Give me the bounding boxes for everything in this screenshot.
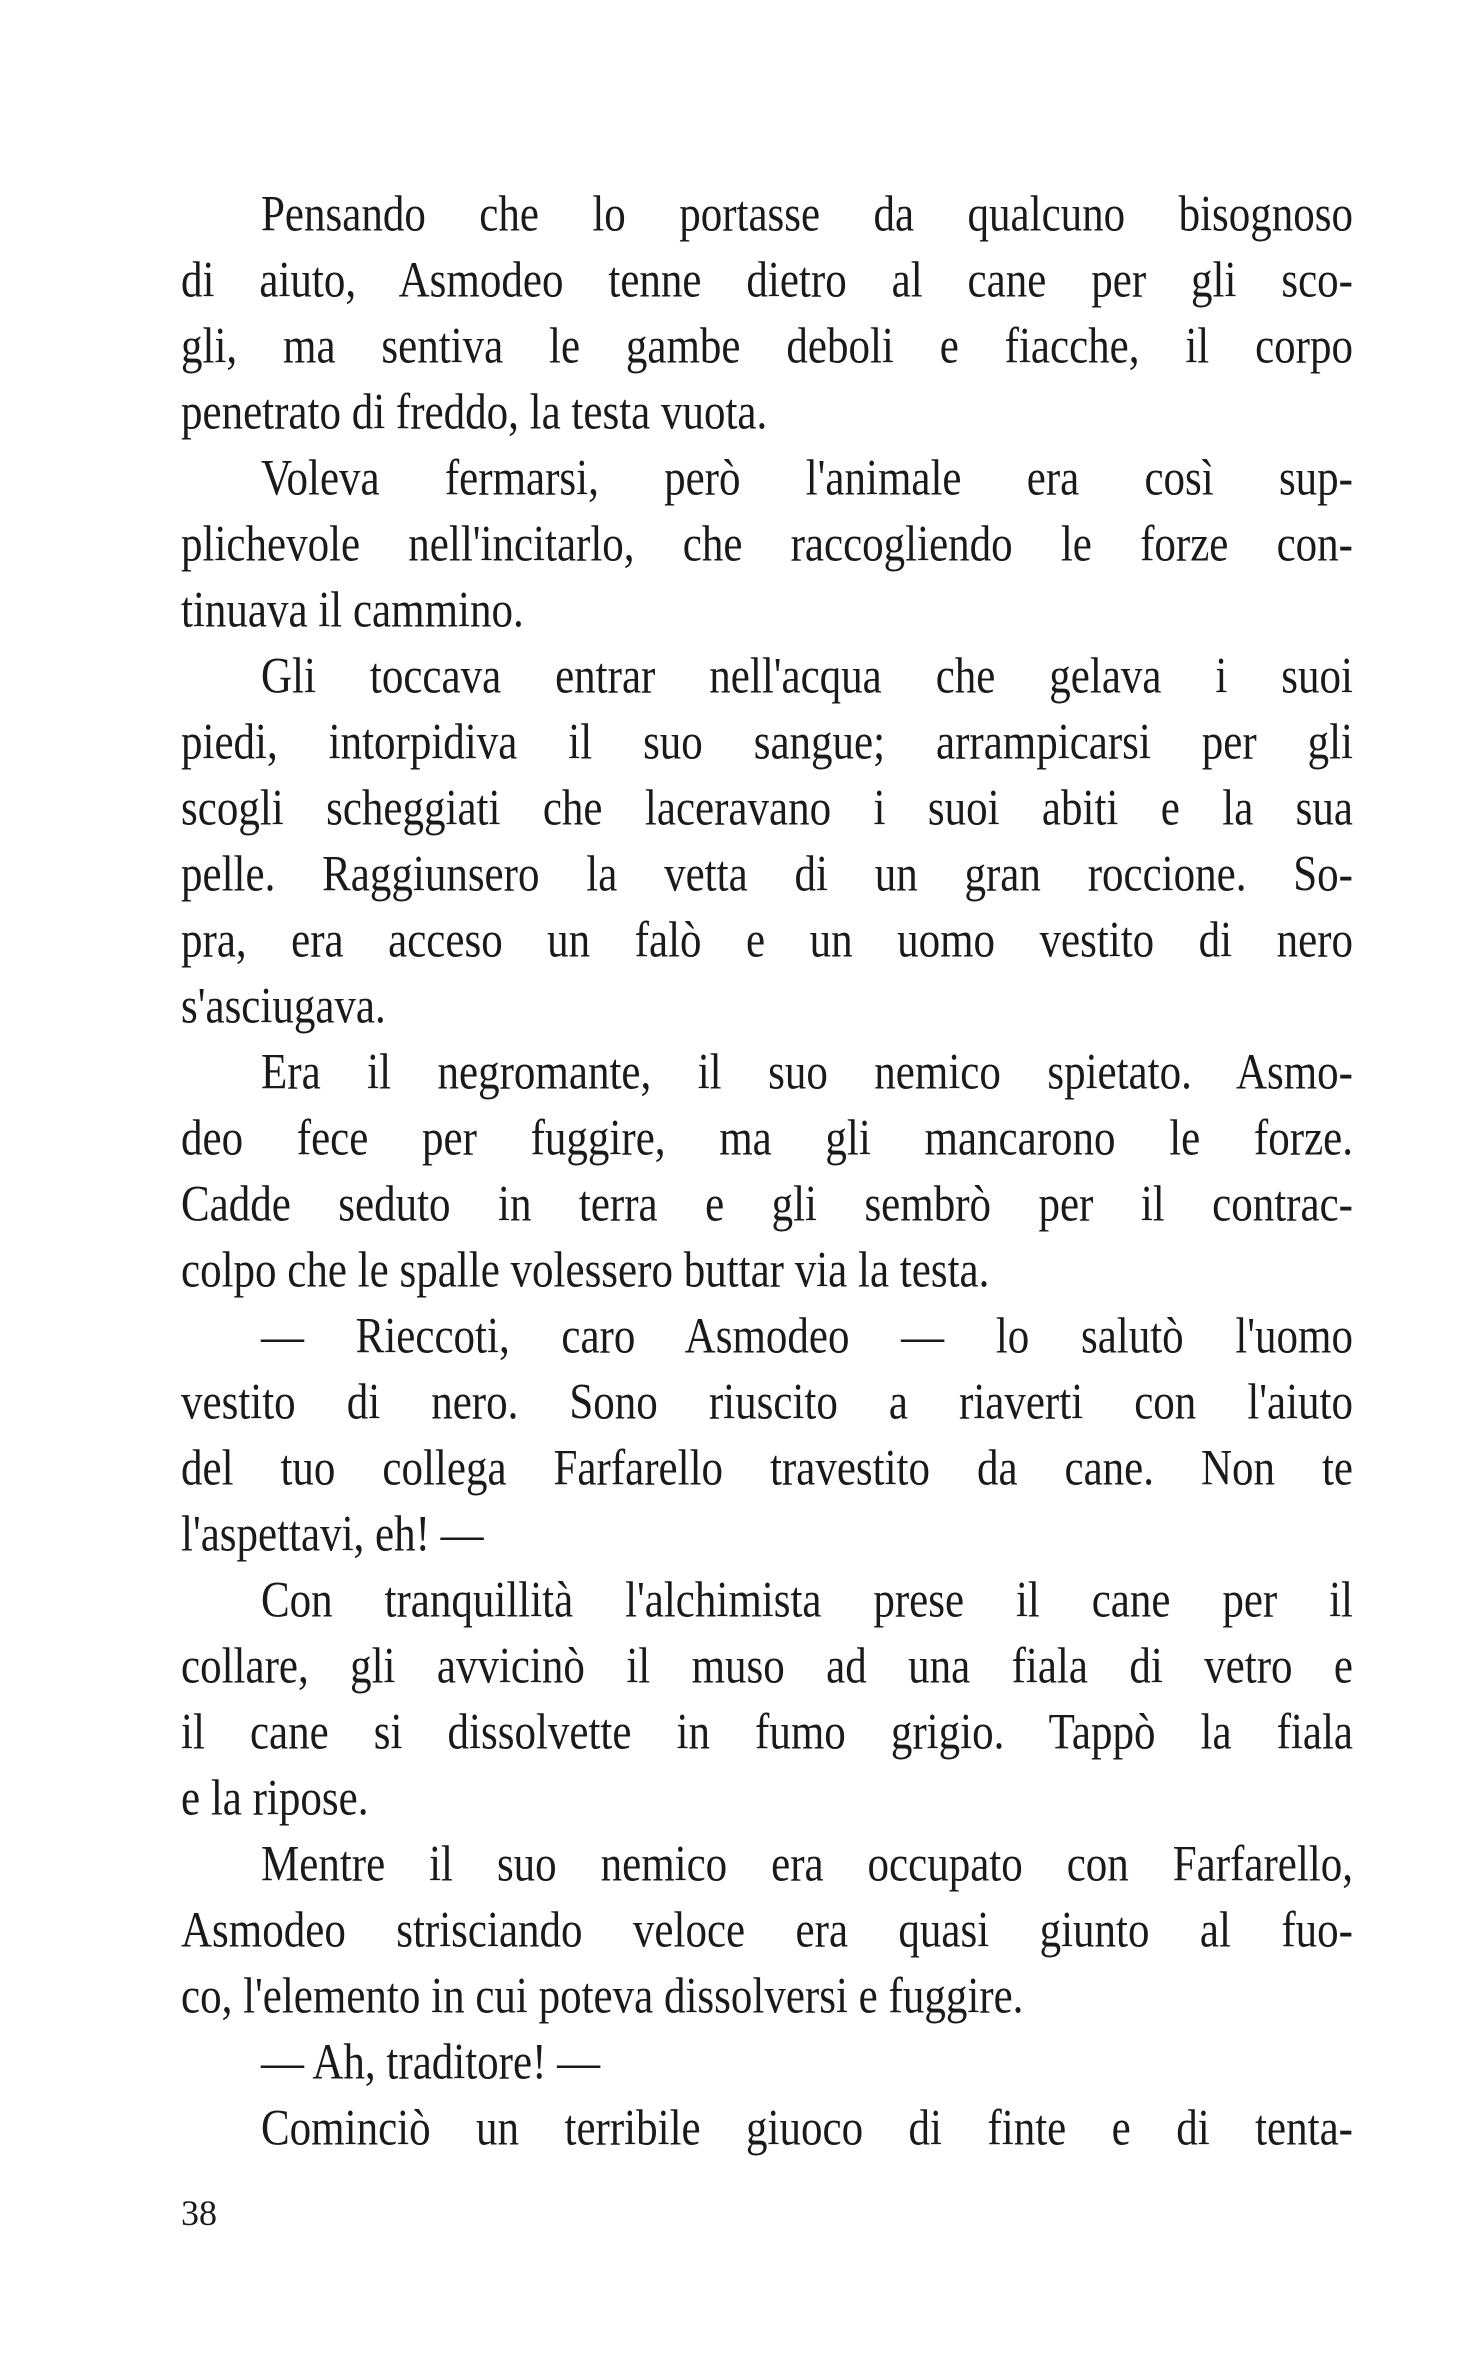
text-line: Gli toccava entrar nell'acqua che gelava i suoi <box>261 648 1353 705</box>
text-line: il cane si dissolvette in fumo grigio. Tappò la fiala <box>181 1704 1353 1761</box>
text-line: tinuava il cammino. <box>181 582 524 639</box>
text-line: piedi, intorpidiva il suo sangue; arrampicarsi per gli <box>181 714 1353 771</box>
text-line: scogli scheggiati che laceravano i suoi abiti e la sua <box>181 780 1353 837</box>
text-line: — Rieccoti, caro Asmodeo — lo salutò l'uomo <box>261 1308 1353 1365</box>
text-line: vestito di nero. Sono riuscito a riaverti con l'aiuto <box>181 1374 1353 1431</box>
page-number: 38 <box>181 2193 217 2233</box>
text-line: Asmodeo strisciando veloce era quasi giunto al fuo- <box>181 1902 1353 1959</box>
text-line: Mentre il suo nemico era occupato con Farfarello, <box>261 1836 1353 1893</box>
text-line: plichevole nell'incitarlo, che raccogliendo le forze con- <box>181 516 1353 573</box>
text-line: di aiuto, Asmodeo tenne dietro al cane per gli sco- <box>181 252 1353 309</box>
text-line: penetrato di freddo, la testa vuota. <box>181 384 768 441</box>
text-line: Cadde seduto in terra e gli sembrò per il contrac- <box>181 1176 1353 1233</box>
text-line: e la ripose. <box>181 1770 369 1827</box>
page-body <box>181 182 1353 2162</box>
text-line: collare, gli avvicinò il muso ad una fiala di vetro e <box>181 1638 1353 1695</box>
text-line: Era il negromante, il suo nemico spietato. Asmo- <box>261 1044 1353 1101</box>
text-line: Cominciò un terribile giuoco di finte e di tenta- <box>261 2100 1353 2157</box>
text-line: Con tranquillità l'alchimista prese il cane per il <box>261 1572 1353 1629</box>
text-line: gli, ma sentiva le gambe deboli e fiacche, il corpo <box>181 318 1353 375</box>
text-line: pra, era acceso un falò e un uomo vestito di nero <box>181 912 1353 969</box>
text-line: co, l'elemento in cui poteva dissolversi e fuggire. <box>181 1968 1024 2025</box>
text-line: colpo che le spalle volessero buttar via la testa. <box>181 1242 990 1299</box>
text-line: del tuo collega Farfarello travestito da cane. Non te <box>181 1440 1353 1497</box>
text-line: pelle. Raggiunsero la vetta di un gran roccione. So- <box>181 846 1353 903</box>
text-line: Pensando che lo portasse da qualcuno bisognoso <box>261 186 1353 243</box>
text-line: l'aspettavi, eh! — <box>181 1506 484 1563</box>
text-line: Voleva fermarsi, però l'animale era così sup- <box>261 450 1353 507</box>
text-line: deo fece per fuggire, ma gli mancarono le forze. <box>181 1110 1353 1167</box>
text-line: s'asciugava. <box>181 978 386 1035</box>
text-line: — Ah, traditore! — <box>261 2034 601 2091</box>
